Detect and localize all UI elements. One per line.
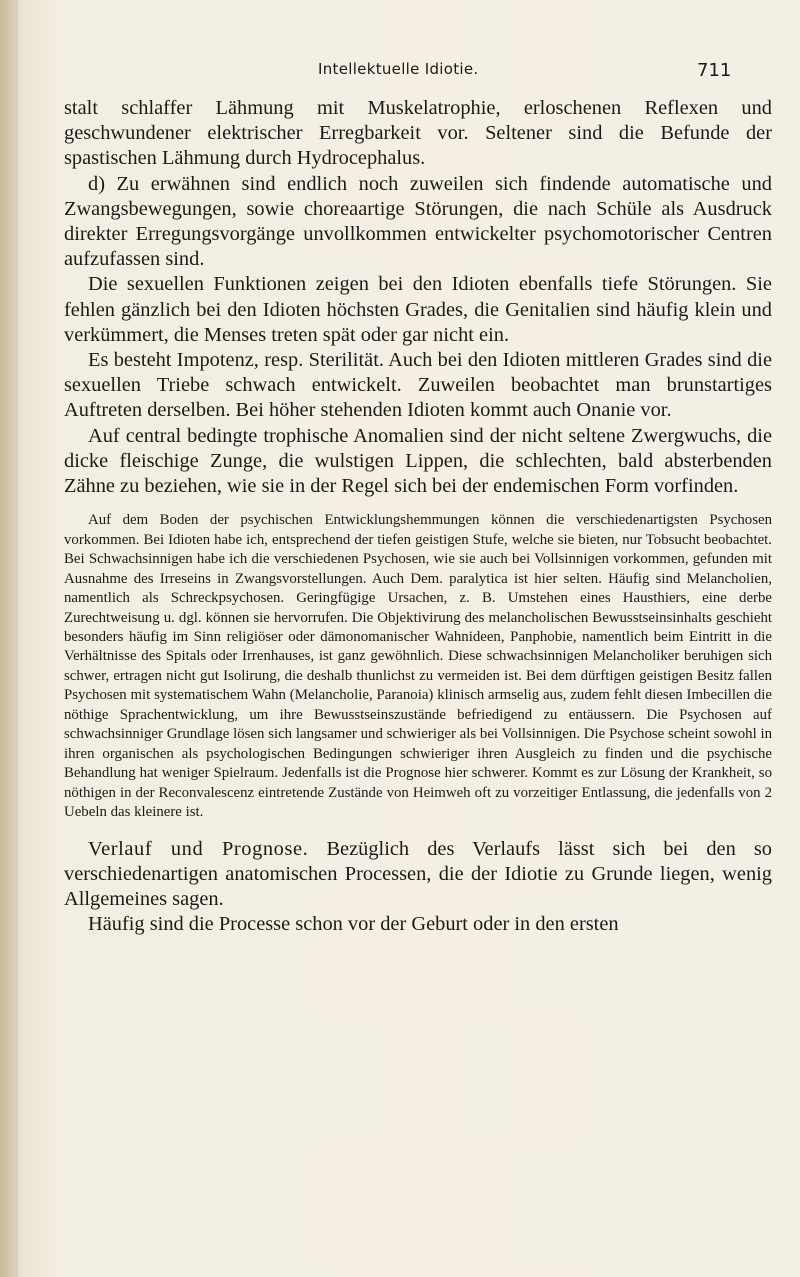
paragraph-2: d) Zu erwähnen sind endlich noch zuweilen sich findende automatische und Zwangsbewegungen, sowie choreaartige Störungen, die nach Schüle als Ausdruck direkter Erregungsvorgänge unvollkommen entwickelter psychomotorischer Centren aufzufassen sind. bbox=[64, 172, 772, 271]
paragraph-4: Es besteht Impotenz, resp. Sterilität. Auch bei den Idioten mittleren Grades sind die sexuellen Triebe schwach entwickelt. Zuweilen beobachtet man brunstartiges Auftreten derselben. Bei höher stehenden Idioten kommt auch Onanie vor. bbox=[64, 349, 772, 422]
running-title: Intellektuelle Idiotie. bbox=[318, 60, 479, 78]
page-binding-edge bbox=[0, 0, 18, 1277]
small-print-paragraph: Auf dem Boden der psychischen Entwicklungshemmungen können die verschiedenartigsten Psychosen vorkommen. Bei Idioten habe ich, entsprechend der tiefen geistigen Stufe, welche sie bieten, nur Tobsucht beobachtet. Bei Schwachsinnigen habe ich die verschiedenen Psychosen, wie sie auch bei Vollsinnigen vorkommen, gefunden mit Ausnahme des Irreseins in Zwangsvorstellungen. Auch Dem. paralytica ist hier selten. Häufig sind Melancholien, namentlich als Schreckpsychosen. Geringfügige Ursachen, z. B. Umstehen eines Hausthiers, eine derbe Zurechtweisung u. dgl. können sie hervorrufen. Die Objektivirung des melancholischen Bewusstseinsinhalts geschieht besonders häufig im Sinn religiöser oder dämonomanischer Wahnideen, Panphobie, namentlich beim Eintritt in die Verhältnisse des Spitals oder Irrenhauses, ist ganz gewöhnlich. Diese schwachsinnigen Melancholiker beruhigen sich schwer, ertragen nicht gut Isolirung, die deshalb thunlichst zu vermeiden ist. Bei dem dürftigen geistigen Besitz fallen Psychosen mit systematischem Wahn (Melancholie, Paranoia) klinisch armselig aus, zudem fehlt diesen Imbecillen die nöthige Sprachentwicklung, um ihre Bewusstseinszustände befriedigend zu entäussern. Die Psychosen auf schwachsinniger Grundlage lösen sich langsamer und schwieriger als bei Vollsinnigen. Die Psychose scheint sowohl in ihren organischen als psychologischen Bedingungen schwieriger ihren Ausgleich zu finden und die psychische Behandlung hat weniger Spielraum. Jedenfalls ist die Prognose hier schwerer. Kommt es zur Lösung der Krankheit, so nöthigen in der Reconvalescenz eintretende Zustände von Heimweh oft zu vorzeitiger Entlassung, die jedenfalls von 2 Uebeln das kleinere ist. bbox=[64, 512, 772, 821]
paragraph-5: Auf central bedingte trophische Anomalien sind der nicht seltene Zwergwuchs, die dicke fleischige Zunge, die wulstigen Lippen, die schlechten, bald absterbenden Zähne zu beziehen, wie sie in der Regel sich bei der endemischen Form vorfinden. bbox=[64, 424, 772, 498]
page-number: 711 bbox=[697, 60, 732, 81]
section-paragraph bbox=[64, 837, 772, 913]
page-text bbox=[64, 96, 772, 937]
paragraph-3: Die sexuellen Funktionen zeigen bei den Idioten ebenfalls tiefe Störungen. Sie fehlen gänzlich bei den Idioten höchsten Grades, die Genitalien sind häufig klein und verkümmert, die Menses treten spät oder gar nicht ein. bbox=[64, 273, 772, 346]
paragraph-last: Häufig sind die Processe schon vor der Geburt oder in den ersten bbox=[88, 913, 619, 936]
paragraph-1: stalt schlaffer Lähmung mit Muskelatrophie, erloschenen Reflexen und geschwundener elektrischer Erregbarkeit vor. Seltener sind die Befunde der spastischen Lähmung durch Hydrocephalus. bbox=[64, 97, 772, 170]
running-head bbox=[0, 60, 800, 84]
section-title: Verlauf und Prognose. bbox=[88, 837, 309, 860]
section-text: Bezüglich des Verlaufs lässt sich bei den so verschiedenartigen anatomischen Processen, die der Idiotie zu Grunde liegen, wenig Allgemeines sagen. bbox=[64, 837, 773, 910]
